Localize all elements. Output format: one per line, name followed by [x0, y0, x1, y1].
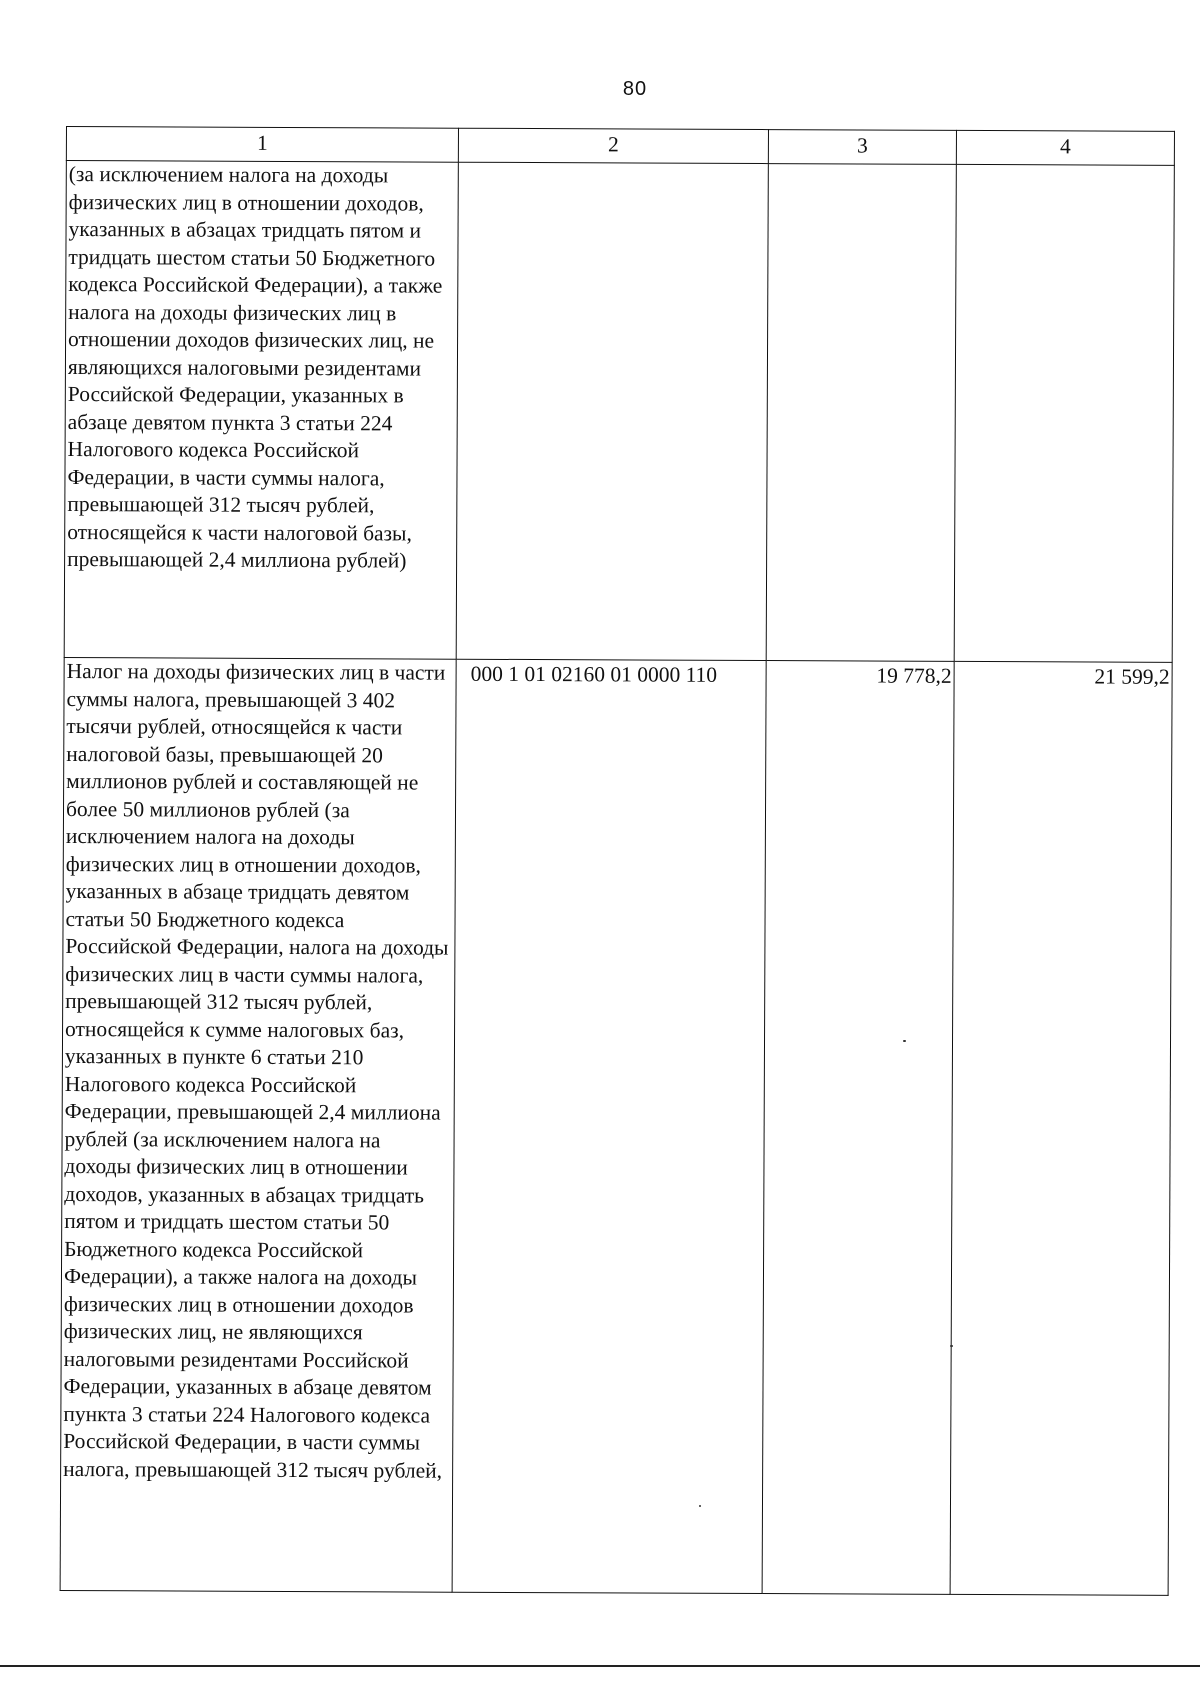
row-name-cell: Налог на доходы физических лиц в части суммы налога, превышающей 3 402 тысячи рублей, относящейся к части налоговой базы, превышающей 20 миллионов рублей и составляющей не более 50 миллионов рублей (за исключением налога на доходы физических лиц в отношении доходов, указанных в абзаце тридцать девятом статьи 50 Бюджетного кодекса Российской Федерации, налога на доходы физических лиц в части суммы налога, превышающей 312 тысяч рублей, относящейся к сумме налоговых баз, указанных в пункте 6 статьи 210 Налогового кодекса Российской Федерации, превышающей 2,4 миллиона рублей (за исключением налога на доходы физических лиц в отношении доходов, указанных в абзацах тридцать пятом и тридцать шестом статьи 50 Бюджетного кодекса Российской Федерации), а также налога на доходы физических лиц в отношении доходов физических лиц, не являющихся налоговыми резидентами Российской Федерации, указанных в абзаце девятом пункта 3 статьи 224 Налогового кодекса Российской Федерации, в части суммы налога, превышающей 312 тысяч рублей,: [60, 657, 456, 1592]
row-name-cell: (за исключением налога на доходы физических лиц в отношении доходов, указанных в абзацах тридцать пятом и тридцать шестом статьи 50 Бюджетного кодекса Российской Федерации), а также налога на доходы физических лиц в отношении доходов физических лиц, не являющихся налоговыми резидентами Российской Федерации, указанных в абзаце девятом пункта 3 статьи 224 Налогового кодекса Российской Федерации, в части суммы налога, превышающей 312 тысяч рублей, относящейся к части налоговой базы, превышающей 2,4 миллиона рублей): [64, 161, 458, 660]
bottom-page-rule: [0, 1665, 1200, 1667]
column-header-3: 3: [768, 130, 956, 165]
row-value-3-cell: [766, 164, 956, 662]
column-header-4: 4: [956, 130, 1174, 165]
table-row: [60, 657, 1172, 1595]
scan-speck: [950, 1345, 953, 1347]
row-value-4-cell: 21 599,2: [950, 661, 1172, 1595]
page-number: 80: [622, 78, 648, 100]
scan-speck: [903, 1040, 906, 1042]
column-header-1: 1: [66, 127, 458, 163]
row-value-4-cell: [954, 164, 1174, 662]
row-value-3-cell: 19 778,2: [762, 661, 954, 1595]
budget-table-container: [60, 126, 1174, 1596]
row-code-cell: [456, 162, 768, 660]
row-code-cell: 000 1 01 02160 01 0000 110: [452, 659, 766, 1593]
table-header-row: [66, 127, 1174, 166]
scan-speck: [699, 1505, 701, 1507]
table-row: [64, 161, 1174, 663]
budget-table: [60, 126, 1175, 1596]
column-header-2: 2: [458, 128, 768, 163]
